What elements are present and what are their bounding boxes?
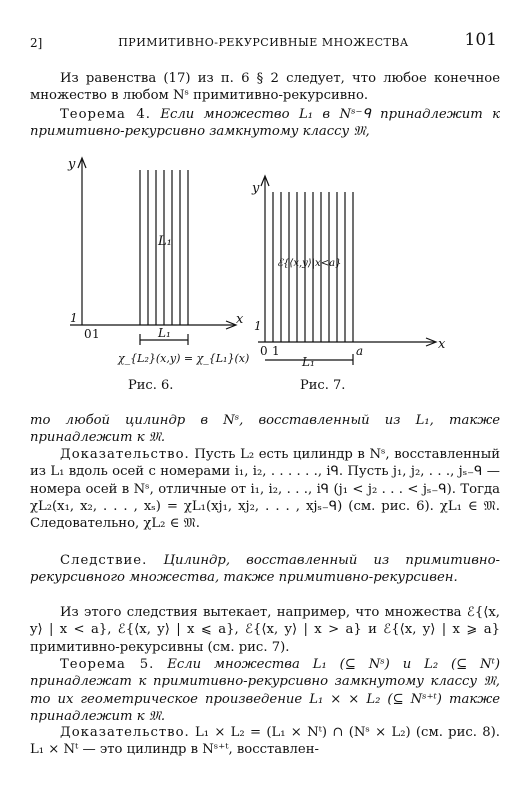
intro-paragraph: Из равенства (17) из п. 6 § 2 следует, что любое конечное множество в любом Nˢ примитивно-рекурсивно. — [30, 71, 500, 104]
fig6-one-y: 1 — [70, 311, 78, 325]
corollary-head: Следствие. — [60, 553, 148, 568]
theorem-5-text: Если множества L₁ (⊆ Nˢ) и L₂ (⊆ Nᵗ) принадлежат к примитивно-рекурсивно замкнутому классу 𝔐, то их геометрическое произведение L₁ × × L₂ (⊆ Nˢ⁺ᵗ) также принадлежит к 𝔐. — [30, 657, 500, 724]
proof-theorem-5 — [30, 724, 500, 759]
page-number: 101 — [464, 30, 497, 50]
figure-6 — [40, 150, 250, 379]
fig6-caption: Рис. 6. — [128, 378, 174, 393]
proof-1-text: Пусть L₂ есть цилиндр в Nˢ, восставленный из L₁ вдоль осей с номерами i₁, i₂, . . . . . ., iᑫ. Пусть j₁, j₂, . . ., jₛ₋ᑫ — номера осей в Nˢ, отличные от i₁, i₂, . . ., iᑫ (j₁ < j₂ . . . < jₛ₋ᑫ). Тогда χL₂(x₁, x₂, . . . , xₛ) = χL₁(xj₁, xj₂, . . . , xjₛ₋ᑫ) (см. рис. 6). χL₁ ∈ 𝔐. Следовательно, χL₂ ∈ 𝔐. — [30, 447, 500, 532]
theorem-4-text: Если множество L₁ в Nˢ⁻ᑫ принадлежит к примитивно-рекурсивно замкнутому классу 𝔐, — [30, 107, 501, 140]
fig7-caption: Рис. 7. — [300, 378, 346, 393]
theorem-5-head: Теорема 5. — [60, 657, 155, 672]
corollary-text: Цилиндр, восставленный из примитивно-рекурсивного множества, также примитивно-рекурсивен. — [30, 553, 500, 586]
corollary — [30, 552, 500, 587]
example-paragraph: Из этого следствия вытекает, например, что множества ℰ{⟨x, y⟩ | x < a}, ℰ{⟨x, y⟩ | x ⩽ a}, ℰ{⟨x, y⟩ | x > a} и ℰ{⟨x, y⟩ | x ⩾ a} примитивно-рекурсивны (см. рис. 7). — [30, 605, 500, 655]
fig7-a-label: a — [356, 344, 364, 358]
fig6-one-x: 1 — [92, 327, 100, 341]
fig7-region-label: ℰ{⟨x,y⟩|x<a} — [277, 258, 342, 269]
proof-2-head: Доказательство. — [60, 725, 190, 740]
fig6-x-label: x — [236, 312, 244, 327]
proof-1-head: Доказательство. — [60, 447, 190, 462]
running-title: ПРИМИТИВНО-РЕКУРСИВНЫЕ МНОЖЕСТВА — [118, 36, 409, 49]
proof-theorem-4 — [30, 446, 500, 532]
proof-2-text: L₁ × L₂ = (L₁ × Nᵗ) ∩ (Nˢ × L₂) (см. рис. 8). L₁ × Nᵗ — это цилиндр в Nˢ⁺ᵗ, восставлен- — [30, 725, 500, 758]
fig7-zero: 0 — [260, 344, 268, 358]
fig6-region-label: L₁ — [158, 234, 172, 249]
theorem-4 — [30, 106, 500, 141]
fig6-bottom-label: L₁ — [158, 326, 171, 340]
theorem-4-head: Теорема 4. — [60, 107, 151, 122]
fig6-zero: 0 — [84, 327, 92, 341]
figure-7-drawing — [250, 170, 460, 380]
section-marker: 2] — [30, 36, 43, 50]
fig7-bottom-label: L₁ — [302, 355, 315, 369]
figure-7 — [250, 170, 460, 384]
fig6-y-label: y — [68, 157, 76, 172]
theorem-5 — [30, 656, 500, 725]
running-header — [30, 30, 497, 52]
fig7-x-label: x — [438, 337, 446, 352]
fig7-one-x: 1 — [272, 344, 280, 358]
fig7-y-label: y — [252, 181, 260, 196]
figure-6-drawing — [40, 150, 250, 375]
theorem-4-continuation: то любой цилиндр в Nˢ, восставленный из L₁, также принадлежит к 𝔐. — [30, 413, 500, 446]
fig7-one-y: 1 — [254, 319, 262, 333]
fig6-formula: χ_{L₂}(x,y) = χ_{L₁}(x) — [118, 352, 250, 365]
